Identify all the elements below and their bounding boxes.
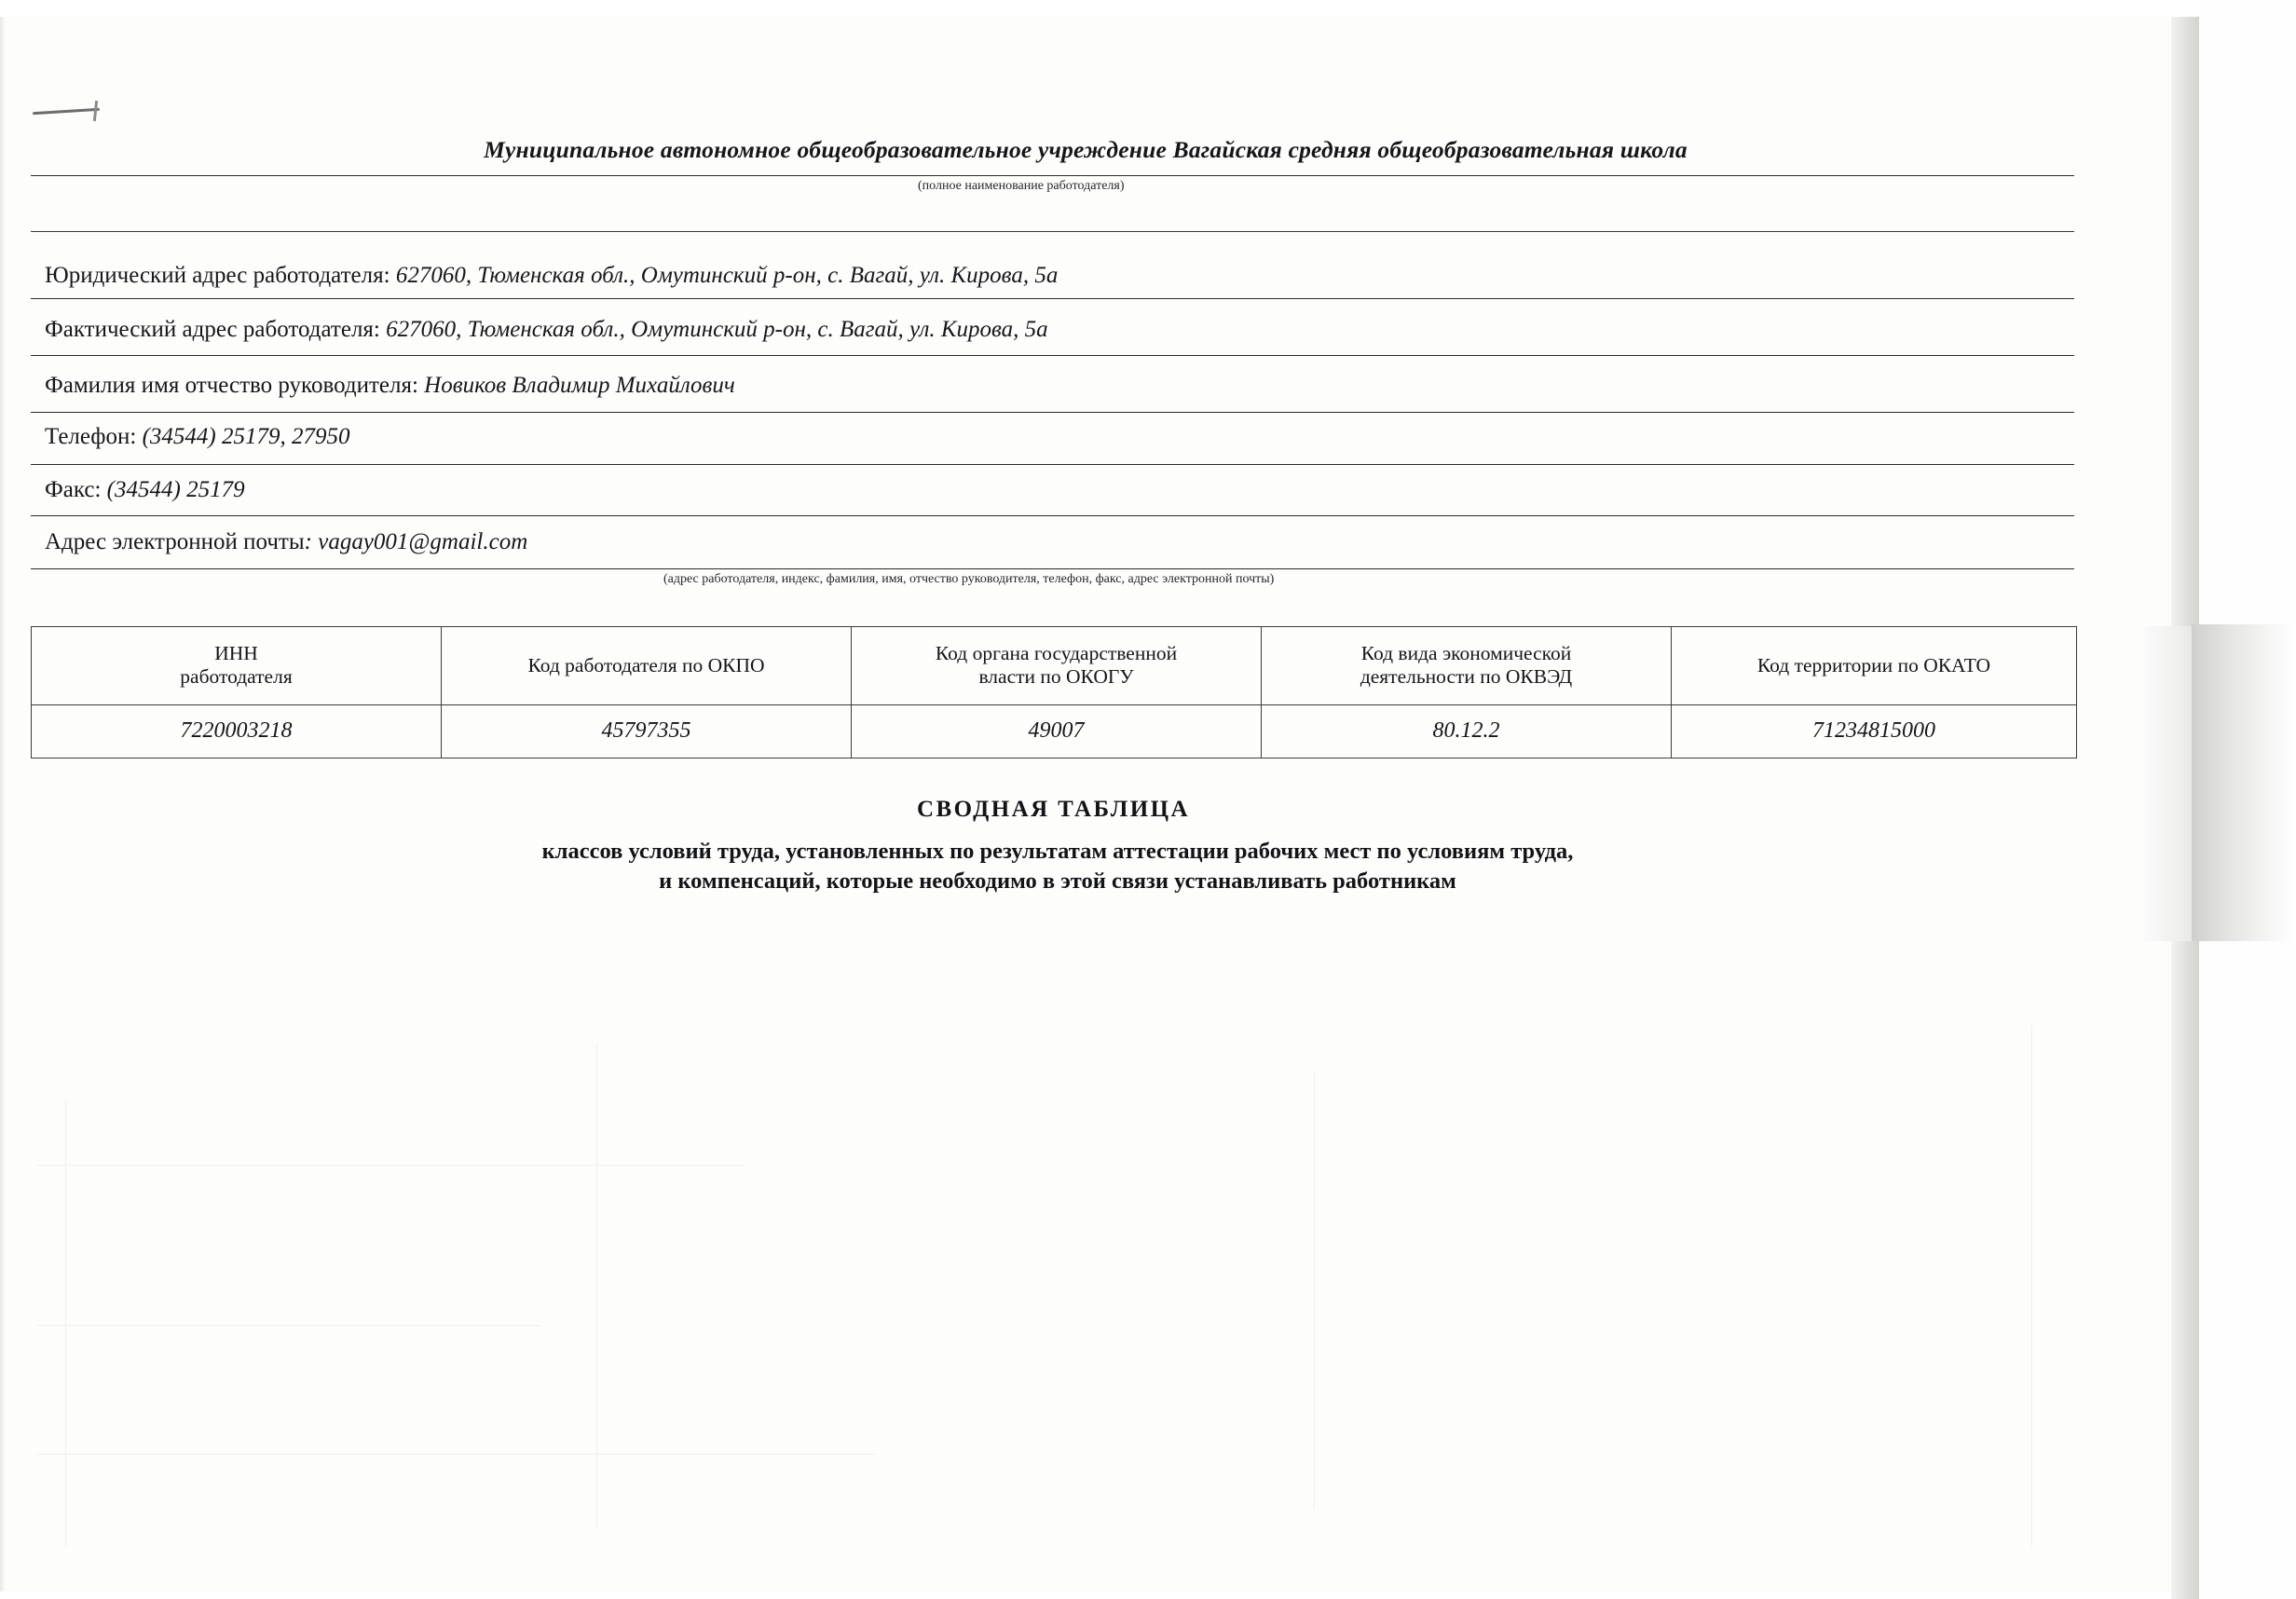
codes-header-okpo: Код работодателя по ОКПО bbox=[442, 627, 852, 705]
field-actual-address bbox=[45, 317, 1048, 343]
field-legal-address-label: Юридический адрес работодателя: bbox=[45, 263, 396, 288]
scan-noise-4 bbox=[65, 1100, 66, 1547]
organization-title: Муниципальное автономное общеобразовательное учреждение Вагайская средняя общеобразовательная школа bbox=[484, 136, 1688, 163]
codes-value-okved: 80.12.2 bbox=[1262, 705, 1672, 758]
summary-subtitle-line2: и компенсаций, которые необходимо в этой связи устанавливать работникам bbox=[659, 868, 1456, 895]
codes-header-okogu bbox=[852, 627, 1262, 705]
codes-table bbox=[31, 626, 2077, 758]
field-phone bbox=[45, 424, 349, 450]
rule-under-org-title bbox=[31, 175, 2074, 176]
scanner-artifact-inner bbox=[2143, 626, 2199, 941]
field-legal-address bbox=[45, 263, 1058, 289]
field-actual-address-label: Фактический адрес работодателя: bbox=[45, 317, 387, 342]
rule-director-name bbox=[31, 412, 2074, 413]
scan-noise-1 bbox=[37, 1165, 745, 1166]
codes-header-okved bbox=[1262, 627, 1672, 705]
rule-fax bbox=[31, 515, 2074, 516]
field-fax bbox=[45, 477, 245, 503]
codes-header-inn bbox=[32, 627, 442, 705]
field-director-name-label: Фамилия имя отчество руководителя: bbox=[45, 373, 425, 398]
rule-actual-address bbox=[31, 355, 2074, 356]
rule-email bbox=[31, 568, 2074, 569]
codes-header-okogu-line1: Код органа государственной bbox=[935, 642, 1178, 665]
rule-phone bbox=[31, 464, 2074, 465]
codes-value-inn: 7220003218 bbox=[32, 705, 442, 758]
summary-subtitle-line1: классов условий труда, установленных по результатам аттестации рабочих мест по условиям труда, bbox=[541, 839, 1574, 864]
scan-noise-5 bbox=[596, 1044, 597, 1528]
sheet-left-edge bbox=[0, 17, 6, 1592]
field-fax-label: Факс: bbox=[45, 477, 107, 502]
scan-noise-7 bbox=[2031, 1025, 2032, 1547]
field-actual-address-value: 627060, Тюменская обл., Омутинский р-он, с. Вагай, ул. Кирова, 5а bbox=[386, 317, 1048, 342]
field-email-value: : vagay001@gmail.com bbox=[304, 529, 528, 554]
codes-header-okved-line1: Код вида экономической bbox=[1360, 642, 1572, 665]
field-phone-label: Телефон: bbox=[45, 424, 143, 449]
summary-subtitle bbox=[224, 837, 1892, 897]
rule-blank-line bbox=[31, 231, 2074, 232]
paper-curl-mark bbox=[33, 101, 116, 125]
codes-value-okogu: 49007 bbox=[852, 705, 1262, 758]
fields-caption: (адрес работодателя, индекс, фамилия, имя, отчество руководителя, телефон, факс, адрес электронной почты) bbox=[663, 572, 1275, 586]
codes-value-okpo: 45797355 bbox=[442, 705, 852, 758]
codes-header-inn-line1: ИНН bbox=[214, 642, 258, 665]
codes-table-value-row bbox=[32, 705, 2077, 758]
org-title-caption: (полное наименование работодателя) bbox=[918, 179, 1125, 193]
rule-legal-address bbox=[31, 298, 2074, 299]
field-director-name-value: Новиков Владимир Михайлович bbox=[424, 373, 735, 398]
summary-title: СВОДНАЯ ТАБЛИЦА bbox=[917, 797, 1190, 822]
scan-noise-2 bbox=[37, 1325, 540, 1326]
scan-noise-6 bbox=[1314, 1072, 1315, 1510]
codes-value-okato: 71234815000 bbox=[1672, 705, 2077, 758]
field-phone-value: (34544) 25179, 27950 bbox=[142, 424, 350, 449]
field-email bbox=[45, 529, 527, 555]
field-legal-address-value: 627060, Тюменская обл., Омутинский р-он, с. Вагай, ул. Кирова, 5а bbox=[395, 263, 1059, 288]
field-fax-value: (34544) 25179 bbox=[106, 477, 245, 502]
scan-noise-3 bbox=[37, 1454, 876, 1455]
codes-header-okato: Код территории по ОКАТО bbox=[1672, 627, 2077, 705]
scanner-artifact-outer bbox=[2192, 624, 2296, 941]
codes-header-okogu-line2: власти по ОКОГУ bbox=[978, 665, 1134, 688]
codes-table-header-row bbox=[32, 627, 2077, 705]
codes-header-okved-line2: деятельности по ОКВЭД bbox=[1360, 665, 1573, 688]
codes-header-inn-line2: работодателя bbox=[180, 665, 293, 688]
field-email-label: Адрес электронной почты bbox=[45, 529, 305, 554]
field-director-name bbox=[45, 373, 735, 399]
